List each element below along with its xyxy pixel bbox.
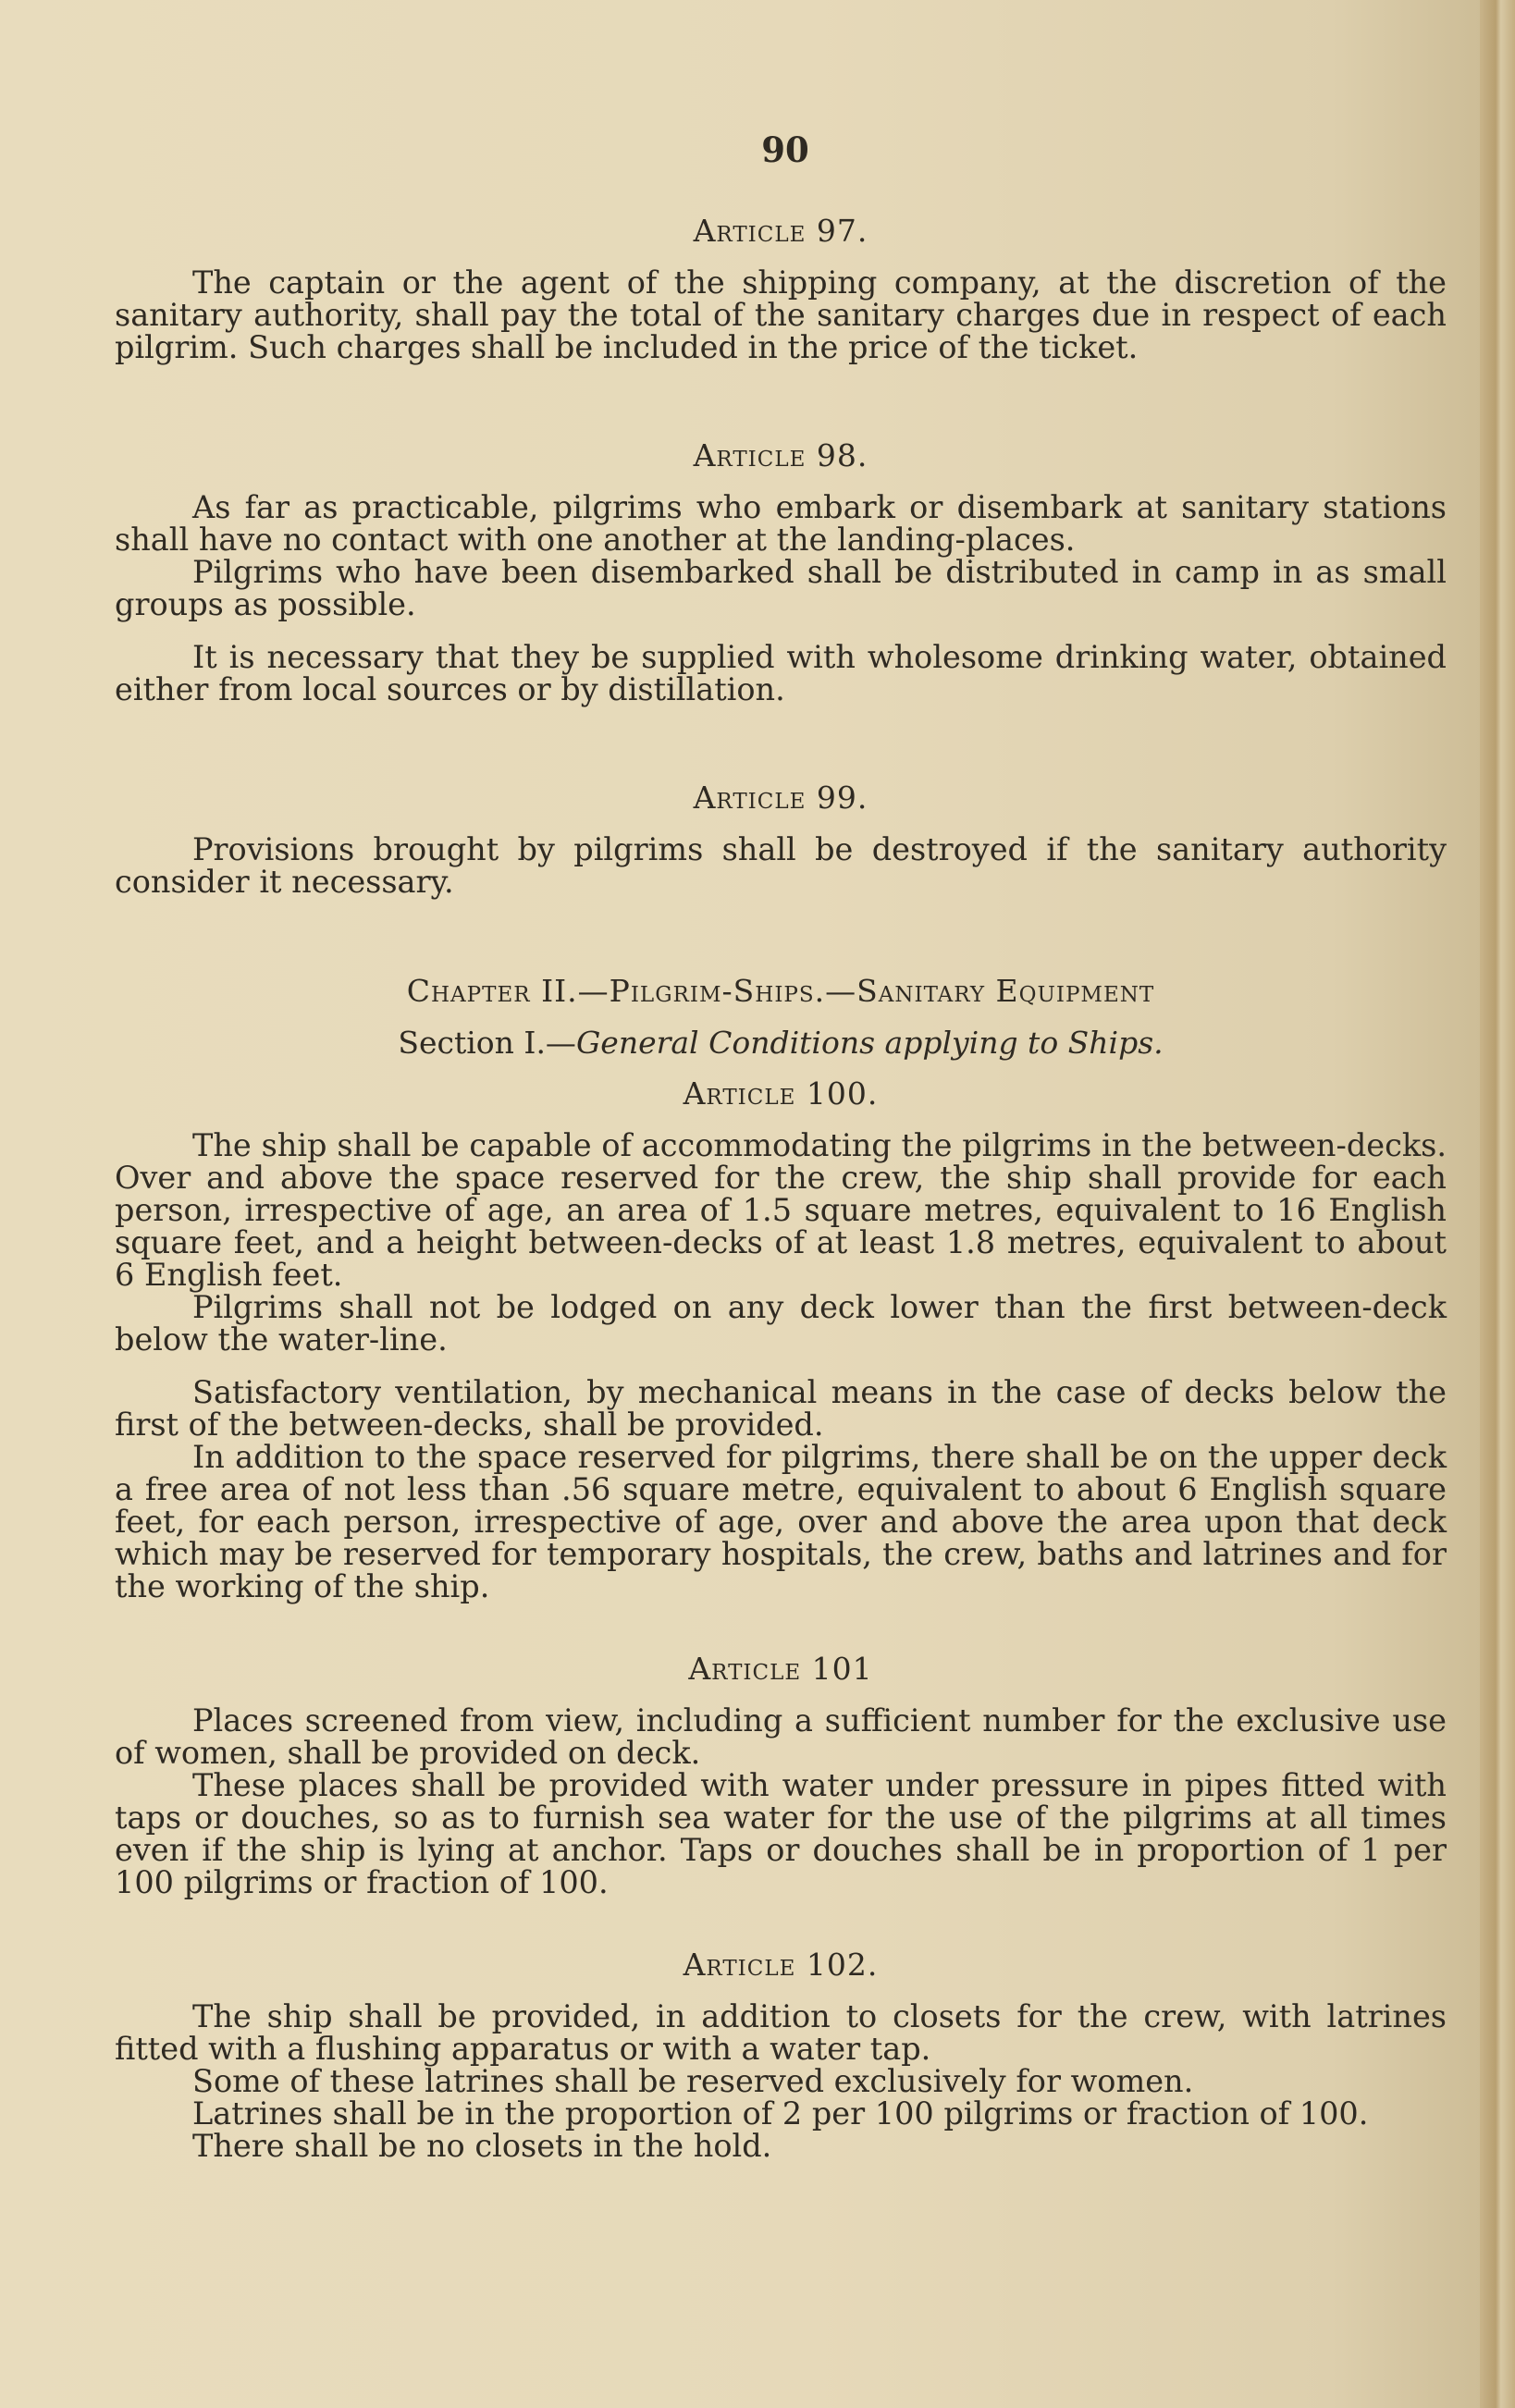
paragraph: The ship shall be provided, in addition to closets for the crew, with latrines fitted with a flushing apparatus or with a water tap. — [115, 1998, 1447, 2067]
section-title — [115, 1024, 1447, 1063]
chapter-title: Chapter II.—Pilgrim-Ships.—Sanitary Equipment — [406, 973, 1155, 1009]
article-heading: Article 97. — [693, 213, 868, 249]
paragraph: The ship shall be capable of accommodating the pilgrims in the between-decks. Over and above the space reserved for the crew, the ship shall provide for each person, irrespective of age, an area of 1.5 square metres, equivalent to 16 English square feet, and a height between-decks of at least 1.8 metres, equivalent to about 6 English feet. — [115, 1127, 1447, 1293]
paragraph: Pilgrims who have been disembarked shall be distributed in camp in as small groups as possible. — [115, 554, 1447, 622]
book-spine-edge — [1480, 0, 1515, 2408]
page-number: 90 — [761, 129, 809, 170]
chapter-ii — [115, 972, 1447, 1063]
paragraph: In addition to the space reserved for pilgrims, there shall be on the upper deck a free area of not less than .56 square metre, equivalent to about 6 English square feet, for each person, irrespective of age, over and above the area upon that deck which may be reserved for temporary hospitals, the crew, baths and latrines and for the working of the ship. — [115, 1439, 1447, 1604]
article-102 — [115, 1947, 1447, 2162]
paragraph: Provisions brought by pilgrims shall be destroyed if the sanitary authority consider it necessary. — [115, 831, 1447, 900]
article-98 — [115, 437, 1447, 706]
article-heading: Article 102. — [683, 1947, 879, 1983]
paragraph: Satisfactory ventilation, by mechanical means in the case of decks below the first of the between-decks, shall be provided. — [115, 1374, 1447, 1443]
paragraph: Pilgrims shall not be lodged on any deck lower than the first between-deck below the water-line. — [115, 1289, 1447, 1358]
article-99 — [115, 780, 1447, 898]
paragraph: The captain or the agent of the shipping company, at the discretion of the sanitary authority, shall pay the total of the sanitary charges due in respect of each pilgrim. Such charges shall be included in the price of the ticket. — [115, 264, 1447, 365]
section-name: General Conditions applying to Ships. — [575, 1025, 1164, 1061]
article-100 — [115, 1075, 1447, 1603]
section-prefix: Section I.— — [398, 1025, 576, 1061]
article-heading: Article 101 — [688, 1651, 873, 1687]
paragraph: It is necessary that they be supplied with wholesome drinking water, obtained either from local sources or by distillation. — [115, 639, 1447, 707]
article-97 — [115, 213, 1447, 363]
paragraph: Some of these latrines shall be reserved exclusively for women. — [192, 2063, 1194, 2099]
paragraph: These places shall be provided with water under pressure in pipes fitted with taps or douches, so as to furnish sea water for the use of the pilgrims at all times even if the ship is lying at anchor. Taps or douches shall be in proportion of 1 per 100 pilgrims or fraction of 100. — [115, 1767, 1447, 1900]
paragraph: Latrines shall be in the proportion of 2 per 100 pilgrims or fraction of 100. — [192, 2095, 1369, 2132]
article-heading: Article 98. — [693, 437, 868, 473]
page-content — [115, 129, 1447, 2162]
article-heading: Article 99. — [693, 780, 868, 816]
paragraph: Places screened from view, including a sufficient number for the exclusive use of women, shall be provided on deck. — [115, 1702, 1447, 1771]
paragraph: There shall be no closets in the hold. — [192, 2128, 772, 2164]
paragraph: As far as practicable, pilgrims who embark or disembark at sanitary stations shall have no contact with one another at the landing-places. — [115, 489, 1447, 558]
article-101 — [115, 1651, 1447, 1898]
article-heading: Article 100. — [683, 1075, 879, 1112]
